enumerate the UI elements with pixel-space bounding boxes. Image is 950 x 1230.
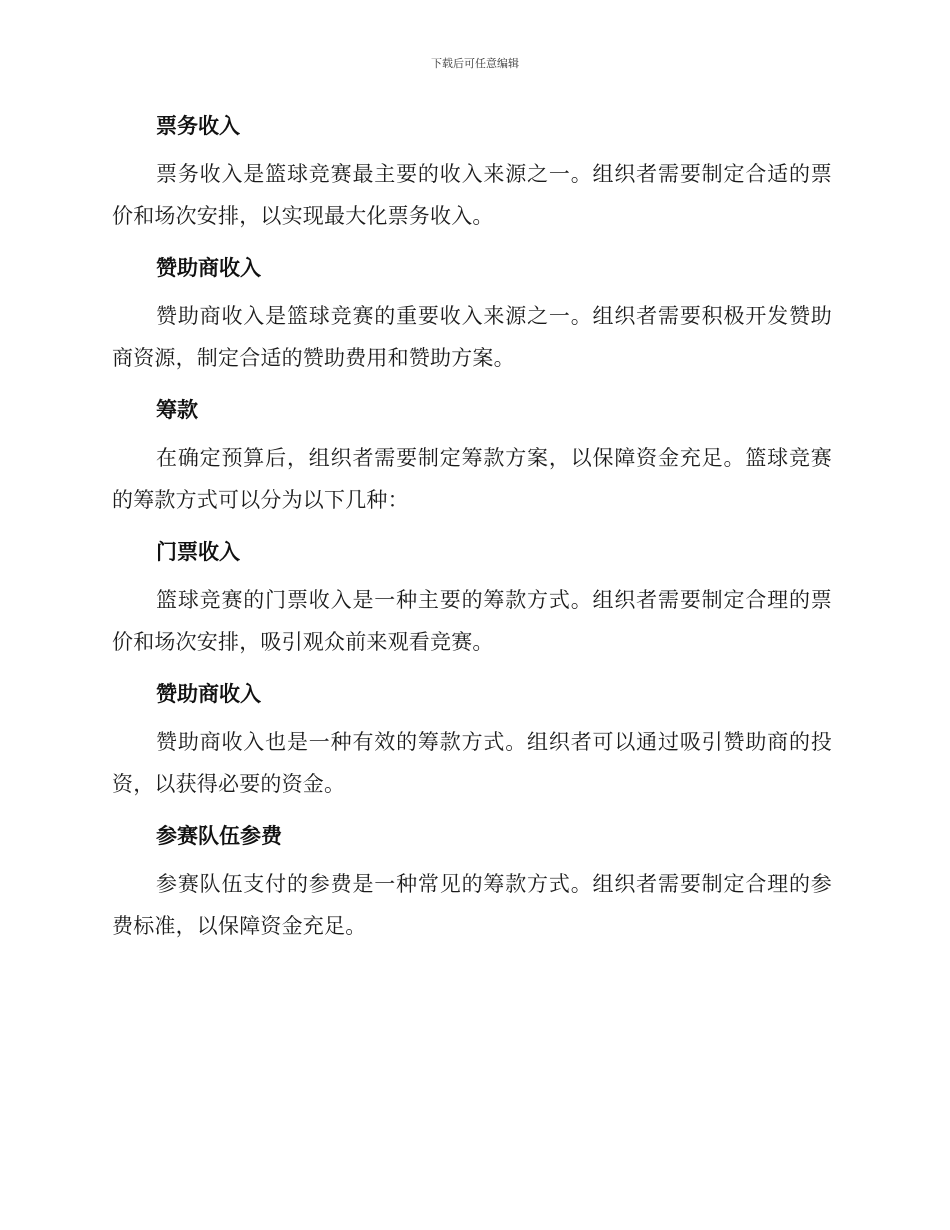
section-heading: 赞助商收入 [156,256,261,280]
section-heading: 赞助商收入 [156,682,261,706]
section-heading: 筹款 [156,398,198,422]
header-note: 下载后可任意编辑 [431,57,519,70]
section-heading: 门票收入 [156,540,240,564]
section-paragraph: 在确定预算后，组织者需要制定筹款方案，以保障资金充足。篮球竞赛的筹款方式可以分为以下几种： [112,446,832,512]
section-ticket-revenue [112,108,832,237]
section-sponsor-revenue [112,250,832,379]
section-gate-revenue [112,534,832,663]
section-heading: 参赛队伍参费 [156,824,282,848]
section-paragraph: 赞助商收入是篮球竞赛的重要收入来源之一。组织者需要积极开发赞助商资源，制定合适的赞助费用和赞助方案。 [112,304,832,370]
section-heading: 票务收入 [156,114,240,138]
section-fundraising [112,392,832,521]
section-paragraph: 赞助商收入也是一种有效的筹款方式。组织者可以通过吸引赞助商的投资，以获得必要的资金。 [112,730,832,796]
section-paragraph: 参赛队伍支付的参费是一种常见的筹款方式。组织者需要制定合理的参费标准，以保障资金充足。 [112,872,832,938]
section-team-fees [112,818,832,947]
section-paragraph: 篮球竞赛的门票收入是一种主要的筹款方式。组织者需要制定合理的票价和场次安排，吸引观众前来观看竞赛。 [112,588,832,654]
section-sponsor-fundraising [112,676,832,805]
section-paragraph: 票务收入是篮球竞赛最主要的收入来源之一。组织者需要制定合适的票价和场次安排，以实现最大化票务收入。 [112,162,832,228]
document-body [112,108,832,960]
